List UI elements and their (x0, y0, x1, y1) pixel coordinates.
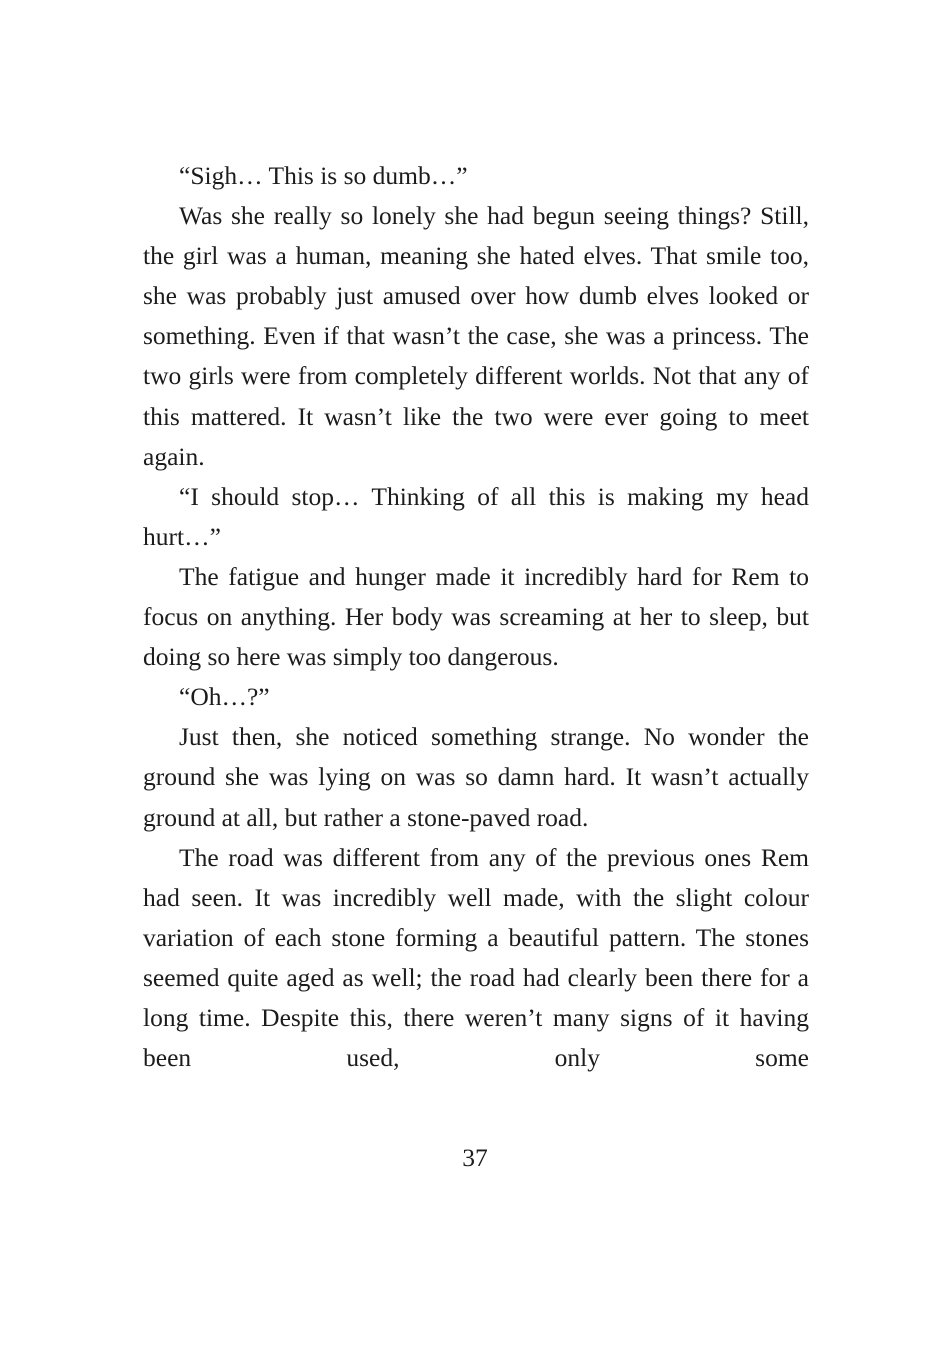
paragraph: Was she really so lonely she had begun seeing things? Still, the girl was a human, meaning she hated elves. That smile too, she was probably just amused over how dumb elves looked or something. Even if that wasn’t the case, she was a princess. The two girls were from completely different worlds. Not that any of this mattered. It wasn’t like the two were ever going to meet again. (143, 201, 809, 471)
page-number: 37 (462, 1143, 488, 1172)
body-text (143, 156, 809, 1078)
paragraph: “Sigh… This is so dumb…” (179, 161, 468, 190)
paragraph: “I should stop… Thinking of all this is making my head hurt…” (143, 481, 809, 551)
paragraph: “Oh…?” (179, 682, 270, 712)
paragraph: The road was different from any of the previous ones Rem had seen. It was incredibly well made, with the slight colour variation of each stone forming a beautiful pattern. The stones seemed quite aged as well; the road had clearly been there for a long time. Despite this, there weren’t many signs of it having been used, only some (143, 842, 809, 1073)
paragraph: The fatigue and hunger made it incredibly hard for Rem to focus on anything. Her body was screaming at her to sleep, but doing so here was simply too dangerous. (143, 561, 809, 672)
paragraph: Just then, she noticed something strange. No wonder the ground she was lying on was so damn hard. It wasn’t actually ground at all, but rather a stone-paved road. (143, 722, 809, 832)
